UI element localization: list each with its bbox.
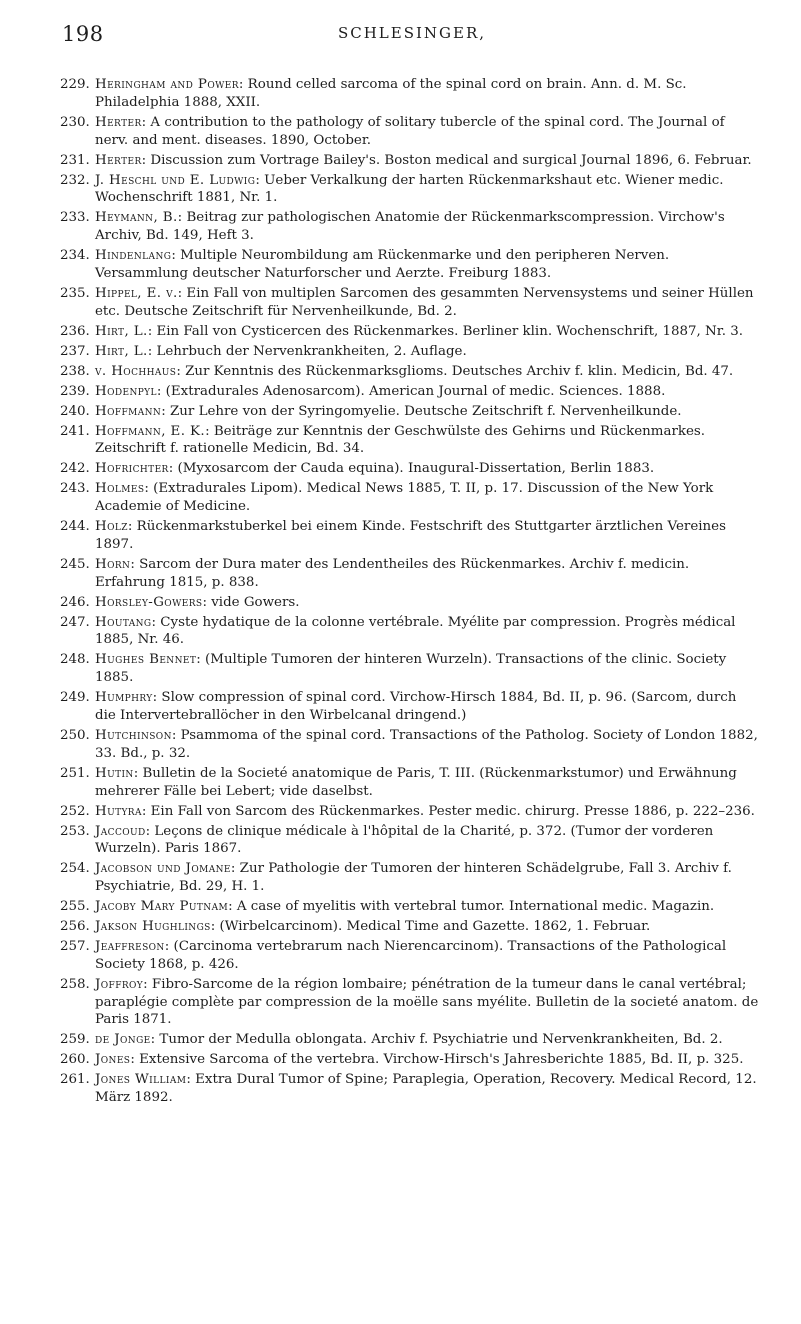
bibliography-entry bbox=[60, 938, 760, 974]
entry-author: Heringham and Power bbox=[95, 77, 239, 92]
entry-number: 234. bbox=[60, 248, 90, 264]
entry-author: Jakson Hughlings bbox=[95, 919, 211, 935]
entry-number: 257. bbox=[60, 939, 90, 955]
entry-author: Jacobson und Jomane bbox=[95, 861, 231, 877]
entry-text: : (Multiple Tumoren der hinteren Wurzeln). Transactions of the clinic. Society 1885. bbox=[95, 652, 727, 686]
entry-text: : Ein Fall von Sarcom des Rückenmarkes. Pester medic. chirurg. Presse 1886, p. 222–236. bbox=[141, 803, 755, 819]
entry-author: Jacoby Mary Putnam bbox=[95, 899, 229, 915]
entry-author: Hoffmann bbox=[95, 403, 162, 419]
entry-number: 248. bbox=[60, 652, 90, 668]
entry-author: Joffroy bbox=[95, 976, 144, 992]
entry-text: : Extra Dural Tumor of Spine; Paraplegia, Operation, Recovery. Medical Record, 12. März 1892. bbox=[95, 1072, 757, 1106]
entry-text: : vide Gowers. bbox=[202, 594, 300, 610]
bibliography-entry bbox=[60, 727, 760, 763]
bibliography-entry bbox=[60, 689, 760, 725]
entry-number: 245. bbox=[60, 556, 90, 572]
bibliography-entry bbox=[60, 803, 760, 821]
entry-number: 235. bbox=[60, 285, 90, 301]
bibliography-entry bbox=[60, 860, 760, 896]
entry-number: 229. bbox=[60, 77, 90, 92]
entry-author: Houtang bbox=[95, 614, 152, 630]
bibliography-entry bbox=[60, 976, 760, 1029]
bibliography-entry bbox=[60, 423, 760, 459]
entry-text: : A case of myelitis with vertebral tumor. International medic. Magazin. bbox=[228, 899, 715, 915]
entry-text: : (Myxosarcom der Cauda equina). Inaugural-Dissertation, Berlin 1883. bbox=[168, 461, 655, 477]
entry-number: 231. bbox=[60, 152, 90, 168]
bibliography-entry bbox=[60, 1031, 760, 1049]
entry-text: : Multiple Neurombildung am Rückenmarke und den peripheren Nerven. Versammlung deutscher Naturforscher und Aerzte. Freiburg 1883. bbox=[95, 248, 670, 281]
entry-number: 253. bbox=[60, 823, 90, 839]
entry-author: Hoffmann, E. K. bbox=[95, 423, 206, 439]
bibliography-entry bbox=[60, 898, 760, 916]
bibliography-entry bbox=[60, 209, 760, 245]
entry-number: 241. bbox=[60, 423, 90, 439]
entry-author: Jeaffreson bbox=[95, 939, 165, 955]
entry-author: Holz bbox=[95, 519, 128, 535]
entry-text: : Zur Pathologie der Tumoren der hinteren Schädelgrube, Fall 3. Archiv f. Psychiatrie, Bd. 29, H. 1. bbox=[95, 861, 732, 895]
entry-number: 246. bbox=[60, 594, 90, 610]
entry-text: : Rückenmarkstuberkel bei einem Kinde. Festschrift des Stuttgarter ärztlichen Vereines 1897. bbox=[95, 519, 726, 552]
entry-author: Hodenpyl bbox=[95, 383, 157, 399]
entry-number: 232. bbox=[60, 172, 90, 188]
entry-number: 255. bbox=[60, 899, 90, 915]
bibliography-entry bbox=[60, 383, 760, 401]
page-header bbox=[62, 22, 762, 58]
entry-text: : Beitrag zur pathologischen Anatomie der Rückenmarkscompression. Virchow's Archiv, Bd. 149, Heft 3. bbox=[95, 210, 725, 244]
entry-author: Hutin bbox=[95, 765, 134, 781]
entry-number: 252. bbox=[60, 803, 90, 819]
entry-text: : Round celled sarcoma of the spinal cord on brain. Ann. d. M. Sc. Philadelphia 1888, XXII. bbox=[95, 77, 687, 110]
bibliography-entry bbox=[60, 614, 760, 650]
bibliography-entry bbox=[60, 594, 760, 612]
entry-author: de Jonge bbox=[95, 1032, 151, 1048]
bibliography-entry bbox=[60, 765, 760, 801]
entry-text: : Extensive Sarcoma of the vertebra. Virchow-Hirsch's Jahresberichte 1885, Bd. II, p. 325. bbox=[130, 1052, 744, 1068]
entry-author: J. Heschl und E. Ludwig bbox=[95, 172, 256, 188]
bibliography-entry bbox=[60, 556, 760, 592]
bibliography-entry bbox=[60, 323, 760, 341]
entry-number: 236. bbox=[60, 323, 90, 339]
entry-text: : Bulletin de la Societé anatomique de Paris, T. III. (Rückenmarkstumor) und Erwähnung mehrerer Fälle bei Lebert; vide daselbst. bbox=[95, 765, 737, 799]
entry-text: : Leçons de clinique médicale à l'hôpital de la Charité, p. 372. (Tumor der vorderen Wurzeln). Paris 1867. bbox=[95, 823, 714, 857]
entry-author: Hofrichter bbox=[95, 461, 169, 477]
bibliography-entry bbox=[60, 1051, 760, 1069]
entry-number: 239. bbox=[60, 383, 90, 399]
bibliography-entry bbox=[60, 1071, 760, 1107]
bibliography-entry bbox=[60, 480, 760, 516]
bibliography-entry bbox=[60, 460, 760, 478]
entry-number: 247. bbox=[60, 614, 90, 630]
entry-number: 250. bbox=[60, 728, 90, 744]
entry-text: : Ein Fall von multiplen Sarcomen des gesammten Nervensystems und seiner Hüllen etc. Deutsche Zeitschrift für Nervenheilkunde, Bd. 2. bbox=[95, 285, 754, 319]
entry-author: Hindenlang bbox=[95, 248, 172, 264]
entry-author: Humphry bbox=[95, 690, 153, 706]
entry-author: Herter bbox=[95, 114, 142, 130]
entry-number: 251. bbox=[60, 765, 90, 781]
entry-text: : Slow compression of spinal cord. Virchow-Hirsch 1884, Bd. II, p. 96. (Sarcom, durch die Intervertebrallöcher in den Wirbelcanal dringend.) bbox=[95, 690, 737, 724]
bibliography-entry bbox=[60, 152, 760, 170]
entry-text: : Zur Lehre von der Syringomyelie. Deutsche Zeitschrift f. Nervenheilkunde. bbox=[161, 403, 682, 419]
entry-number: 260. bbox=[60, 1052, 90, 1068]
entry-number: 261. bbox=[60, 1072, 90, 1088]
entry-text: : Cyste hydatique de la colonne vertébrale. Myélite par compression. Progrès médical 1885, Nr. 46. bbox=[95, 614, 736, 648]
entry-author: Horn bbox=[95, 556, 131, 572]
entry-number: 243. bbox=[60, 481, 90, 497]
entry-author: Heymann, B. bbox=[95, 210, 178, 226]
entry-author: Hughes Bennet bbox=[95, 652, 197, 668]
entry-number: 233. bbox=[60, 210, 90, 226]
entry-author: Hutchinson bbox=[95, 728, 172, 744]
entry-text: : Fibro-Sarcome de la région lombaire; pénétration de la tumeur dans le canal vertébral; paraplégie complète par compression de la moëlle sans myélite. Bulletin de la societé anatom. de Paris 1871. bbox=[95, 976, 759, 1028]
running-head: SCHLESINGER, bbox=[337, 24, 487, 42]
entry-number: 256. bbox=[60, 919, 90, 935]
entry-text: : Zur Kenntnis des Rückenmarksglioms. Deutsches Archiv f. klin. Medicin, Bd. 47. bbox=[176, 363, 734, 379]
bibliography-entry bbox=[60, 172, 760, 208]
entry-author: Hutyra bbox=[95, 803, 142, 819]
entry-text: : Sarcom der Dura mater des Lendentheiles des Rückenmarkes. Archiv f. medicin. Erfahrung 1815, p. 838. bbox=[95, 556, 690, 590]
entry-author: v. Hochhaus bbox=[95, 363, 177, 379]
entry-number: 240. bbox=[60, 403, 90, 419]
entry-number: 238. bbox=[60, 363, 90, 379]
bibliography-entry bbox=[60, 343, 760, 361]
entry-number: 237. bbox=[60, 343, 90, 359]
entry-text: : Ein Fall von Cysticercen des Rückenmarkes. Berliner klin. Wochenschrift, 1887, Nr. 3. bbox=[147, 323, 743, 339]
bibliography-entry bbox=[60, 76, 760, 112]
entry-text: : (Extradurales Adenosarcom). American Journal of medic. Sciences. 1888. bbox=[156, 383, 666, 399]
entry-author: Holmes bbox=[95, 481, 145, 497]
entry-text: : (Carcinoma vertebrarum nach Nierencarcinom). Transactions of the Pathological Society 1868, p. 426. bbox=[95, 939, 727, 972]
bibliography-entry bbox=[60, 518, 760, 554]
page-number: 198 bbox=[62, 22, 104, 46]
entry-text: : A contribution to the pathology of solitary tubercle of the spinal cord. The Journal of nerv. and ment. diseases. 1890, October. bbox=[95, 114, 725, 148]
entry-text: : Tumor der Medulla oblongata. Archiv f. Psychiatrie und Nervenkrankheiten, Bd. 2. bbox=[150, 1032, 723, 1048]
entry-author: Jaccoud bbox=[95, 823, 146, 839]
entry-author: Jones William bbox=[95, 1072, 187, 1088]
entry-author: Herter bbox=[95, 152, 142, 168]
bibliography-entry bbox=[60, 247, 760, 283]
entry-number: 254. bbox=[60, 861, 90, 877]
entry-number: 258. bbox=[60, 976, 90, 992]
bibliography-list bbox=[60, 76, 760, 1109]
bibliography-entry bbox=[60, 285, 760, 321]
bibliography-entry bbox=[60, 651, 760, 687]
entry-author: Horsley-Gowers bbox=[95, 594, 203, 610]
entry-text: : Psammoma of the spinal cord. Transactions of the Patholog. Society of London 1882, 33. Bd., p. 32. bbox=[95, 728, 758, 761]
bibliography-entry bbox=[60, 363, 760, 381]
bibliography-entry bbox=[60, 403, 760, 421]
bibliography-entry bbox=[60, 114, 760, 150]
entry-author: Hippel, E. v. bbox=[95, 285, 178, 301]
entry-text: : (Extradurales Lipom). Medical News 1885, T. II, p. 17. Discussion of the New York Academie of Medicine. bbox=[95, 481, 714, 515]
entry-author: Hirt, L. bbox=[95, 323, 148, 339]
entry-text: : Ueber Verkalkung der harten Rückenmarkshaut etc. Wiener medic. Wochenschrift 1881, Nr. 1. bbox=[95, 172, 724, 206]
entry-number: 244. bbox=[60, 519, 90, 535]
entry-text: : Lehrbuch der Nervenkrankheiten, 2. Auflage. bbox=[147, 343, 467, 359]
bibliography-entry bbox=[60, 823, 760, 859]
entry-number: 259. bbox=[60, 1032, 90, 1048]
entry-number: 230. bbox=[60, 114, 90, 130]
entry-text: : Beiträge zur Kenntnis der Geschwülste des Gehirns und Rückenmarkes. Zeitschrift f. rationelle Medicin, Bd. 34. bbox=[95, 423, 706, 457]
entry-author: Jones bbox=[95, 1052, 131, 1068]
bibliography-entry bbox=[60, 918, 760, 936]
entry-number: 242. bbox=[60, 461, 90, 477]
entry-text: : (Wirbelcarcinom). Medical Time and Gazette. 1862, 1. Februar. bbox=[210, 919, 651, 935]
entry-author: Hirt, L. bbox=[95, 343, 148, 359]
entry-text: : Discussion zum Vortrage Bailey's. Boston medical and surgical Journal 1896, 6. Februar. bbox=[141, 152, 752, 168]
entry-number: 249. bbox=[60, 690, 90, 706]
